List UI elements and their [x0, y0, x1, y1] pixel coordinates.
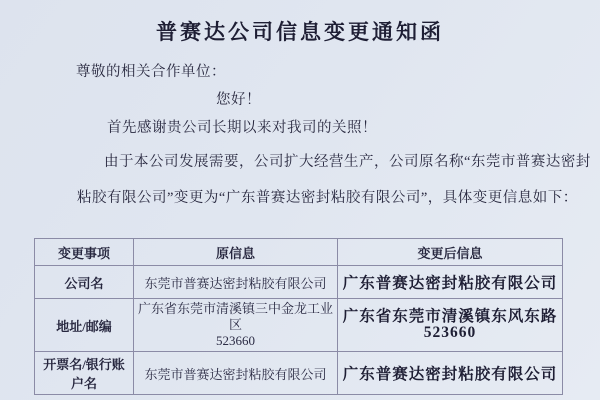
old-address-line: 广东省东莞市清溪镇三中金龙工业区	[138, 301, 334, 332]
table-row-invoice-account-name	[35, 352, 563, 395]
change-info-table	[34, 238, 563, 395]
column-header-new-info: 变更后信息	[338, 239, 563, 266]
change-item-label: 开票名/银行账户名	[35, 352, 134, 395]
table-row-address	[35, 299, 563, 352]
body-line-2: 粘胶有限公司”变更为“广东普赛达密封粘胶有限公司”，具体变更信息如下：	[77, 190, 578, 206]
new-address-line: 广东省东莞市清溪镇东风东路	[342, 308, 558, 325]
new-address	[338, 299, 563, 352]
old-company-name: 东莞市普赛达密封粘胶有限公司	[134, 266, 338, 299]
document-title: 普赛达公司信息变更通知函	[156, 20, 444, 44]
column-header-old-info: 原信息	[134, 239, 338, 266]
salutation-line: 尊敬的相关合作单位：	[76, 64, 226, 80]
body-line-1: 由于本公司发展需要，公司扩大经营生产，公司原名称“东莞市普赛达密封	[104, 154, 591, 170]
change-item-label: 公司名	[35, 266, 134, 299]
new-invoice-name: 广东普赛达密封粘胶有限公司	[338, 352, 563, 395]
greeting-line: 您好！	[216, 92, 261, 108]
old-address	[134, 299, 338, 352]
new-company-name: 广东普赛达密封粘胶有限公司	[338, 266, 563, 299]
change-item-label: 地址/邮编	[35, 299, 134, 352]
column-header-change-item: 变更事项	[35, 239, 134, 266]
thanks-line: 首先感谢贵公司长期以来对我司的关照！	[107, 120, 377, 136]
old-postcode: 523660	[216, 333, 255, 348]
table-row-company-name	[35, 266, 563, 299]
new-postcode: 523660	[423, 324, 477, 341]
old-invoice-name: 东莞市普赛达密封粘胶有限公司	[134, 352, 338, 395]
table-header-row	[35, 239, 563, 266]
